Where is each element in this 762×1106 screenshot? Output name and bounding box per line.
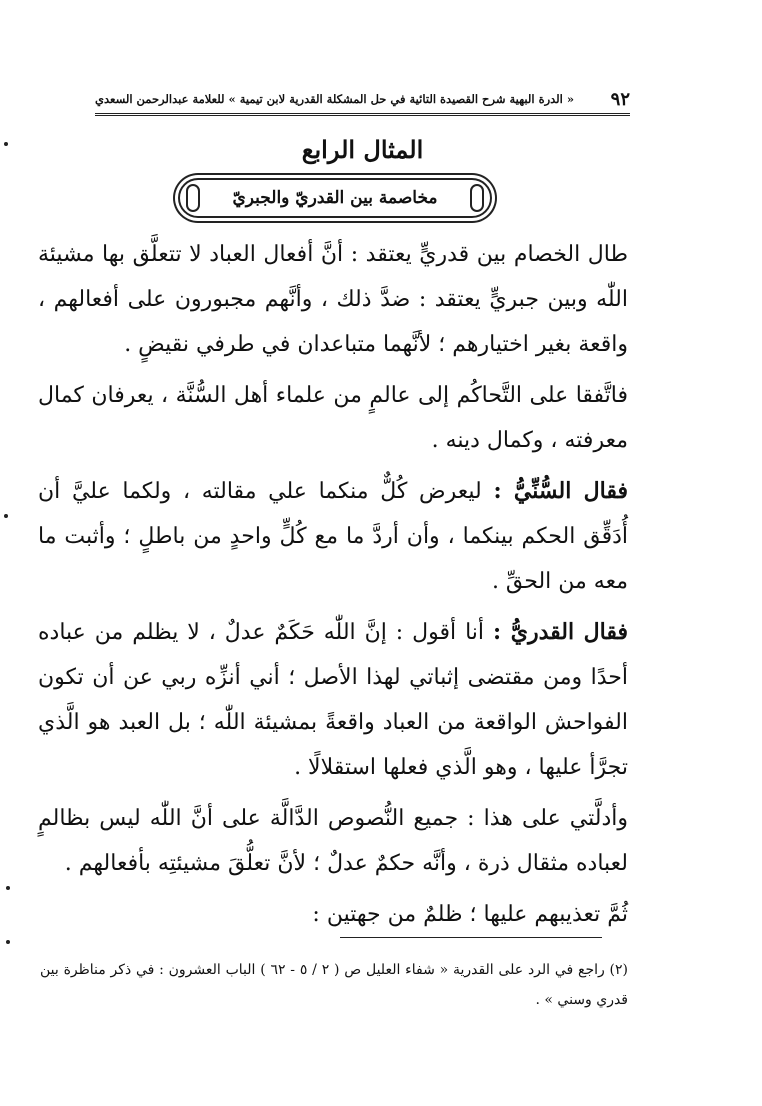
paragraph-text: وأدلَّتي على هذا : جميع النُّصوص الدَّالَّة على أنَّ اللّٰه ليس بظالمٍ لعباده مثقال ذرة ، وأنَّه حكمٌ عدلٌ ؛ لأنَّ تعلُّقَ مشيئتِه بأفعالهم . <box>38 806 628 876</box>
frame-cap-left <box>186 184 200 212</box>
footnote: (٢) راجع في الرد على القدرية « شفاء العليل ص ( ٢ / ٥ - ٦٢ ) الباب العشرون : في ذكر مناظرة بين قدري وسني » . <box>40 962 629 1008</box>
margin-dot <box>6 886 10 890</box>
page-number: ٩٢ <box>610 88 630 110</box>
speaker-label: فقال القدريُّ : <box>492 619 629 645</box>
running-header <box>95 86 630 112</box>
section-heading: المثال الرابع <box>301 135 424 164</box>
paragraph <box>38 796 628 886</box>
frame-cap-right <box>470 184 484 212</box>
subtitle-frame <box>178 178 492 218</box>
paragraph-text: فاتَّفقا على التَّحاكُم إلى عالمٍ من علماء أهل السُّنَّة ، يعرفان كمال معرفته ، وكمال دينه . <box>38 383 628 453</box>
paragraph <box>38 469 628 604</box>
running-title: « الدرة البهية شرح القصيدة التائية في حل المشكلة القدرية لابن تيمية » للعلامة عبدالرحمن السعدي <box>95 92 575 106</box>
body-text <box>38 232 628 943</box>
margin-dot <box>6 940 10 944</box>
paragraph <box>38 610 628 790</box>
paragraph <box>38 892 628 937</box>
footnote-rule <box>340 937 602 938</box>
paragraph-text: طال الخصام بين قدريٍّ يعتقد : أنَّ أفعال العباد لا تتعلَّق بها مشيئة اللّٰه وبين جبريٍّ يعتقد : ضدَّ ذلك ، وأنَّهم مجبورون على أفعالهم ، واقعة بغير اختيارهم ؛ لأنَّهما متباعدان في طرفي نقيضٍ . <box>38 242 628 357</box>
subtitle-text: مخاصمة بين القدريّ والجبريّ <box>232 188 438 208</box>
paragraph-text: ليعرض كُلٌّ منكما علي مقالته ، ولكما عليَّ أن أُدَقِّق الحكم بينكما ، وأن أردَّ ما مع كُلٍّ واحدٍ من باطلٍ ؛ وأثبت ما معه من الحقِّ . <box>38 479 628 594</box>
margin-dot <box>4 142 8 146</box>
paragraph <box>38 232 628 367</box>
paragraph-text: أنا أقول : إنَّ اللّٰه حَكَمٌ عدلٌ ، لا يظلم من عباده أحدًا ومن مقتضى إثباتي لهذا الأصل ؛ أني أنزِّه ربي عن أن تكون الفواحش الواقعة من العباد واقعةً بمشيئة اللّٰه ؛ بل العبد هو الَّذي تجرَّأ عليها ، وهو الَّذي فعلها استقلالًا . <box>38 620 628 780</box>
paragraph <box>38 373 628 463</box>
paragraph-text: ثُمَّ تعذيبهم عليها ؛ ظلمٌ من جهتين : <box>312 902 628 927</box>
speaker-label: فقال السُّنِّيُّ : <box>493 478 628 504</box>
margin-dot <box>4 514 8 518</box>
header-rule <box>95 113 630 116</box>
